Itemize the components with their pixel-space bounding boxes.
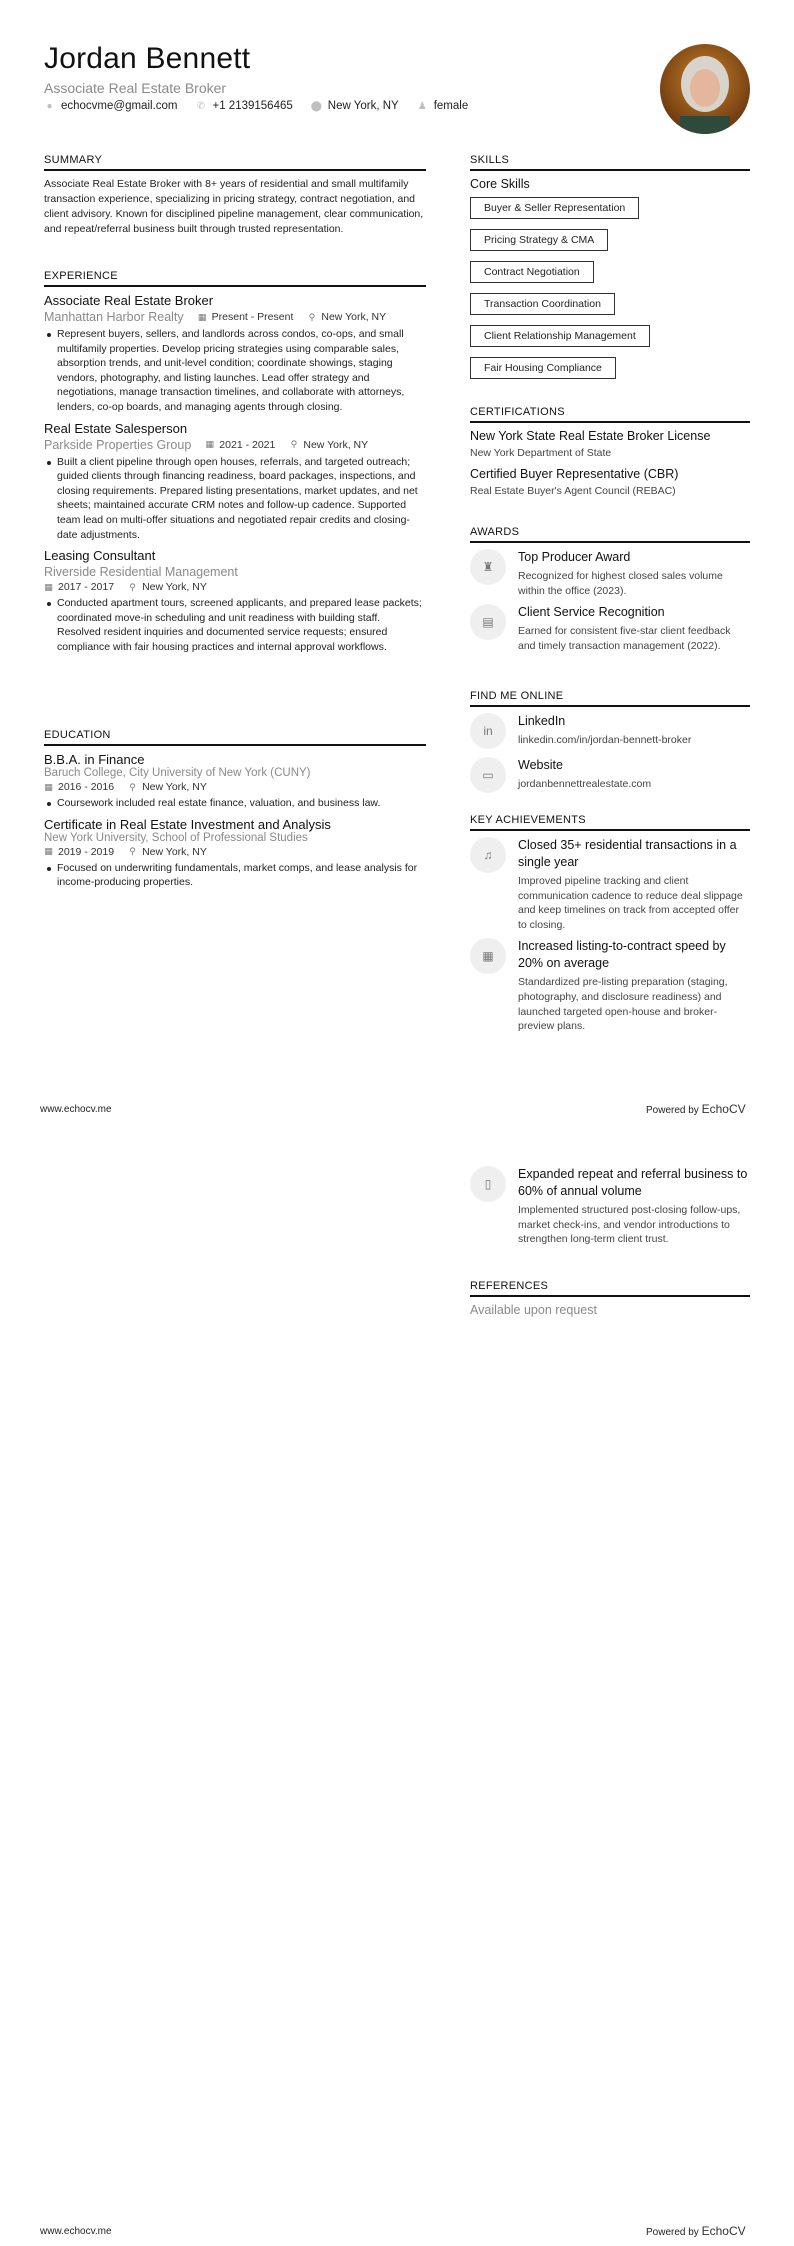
company-name: Manhattan Harbor Realty: [44, 310, 184, 324]
company-name: Riverside Residential Management: [44, 565, 238, 580]
list-item: Built a client pipeline through open houses, referrals, and targeted outreach; guided clients through financing readiness, board packages, inspections, and closing requirements. Prepared listing presentations, market updates, and net sheets; maintained accurate CRM notes and follow-up cadence. Supported team lead on multi-offer situations and negotiated repair credits and closing-date adjustments.: [44, 455, 426, 543]
candidate-name: Jordan Bennett: [44, 42, 251, 75]
job-location: New York, NY: [142, 581, 207, 594]
award-item: ▤ Client Service Recognition Earned for consistent five-star client feedback and timely transaction management (2022).: [470, 604, 750, 653]
footer-site[interactable]: www.echocv.me: [40, 2226, 112, 2237]
section-title: SUMMARY: [44, 154, 426, 171]
experience-section: [44, 270, 426, 655]
job-location: New York, NY: [321, 311, 387, 323]
edu-dates: 2019 - 2019: [58, 845, 115, 858]
footer-powered: Powered by EchoCV: [646, 1102, 746, 1116]
contact-gender: ♟ female: [417, 100, 469, 112]
job-entry: [44, 421, 426, 543]
references-text: Available upon request: [470, 1303, 597, 1317]
job-title: Leasing Consultant: [44, 548, 156, 564]
job-title: Real Estate Salesperson: [44, 420, 188, 436]
location-pin-icon: ⚲: [129, 846, 136, 857]
online-item-linkedin[interactable]: in LinkedIn linkedin.com/in/jordan-bennett-broker: [470, 713, 750, 749]
candidate-role: Associate Real Estate Broker: [44, 80, 227, 96]
job-dates: 2021 - 2021: [219, 438, 276, 451]
online-item-website[interactable]: ▭ Website jordanbennettrealestate.com: [470, 757, 750, 793]
achievement-item: ▯ Expanded repeat and referral business to 60% of annual volume Implemented structured post-closing follow-ups, market check-ins, and vendor introductions to strengthen long-term client trust.: [470, 1166, 750, 1247]
online-section: [470, 690, 750, 793]
list-item: Represent buyers, sellers, and landlords across condos, co-ops, and small multifamily properties. Develop pricing strategies using comparable sales, absorption trends, and unit-level condition; coordinate showings, staging vendors, photography, and listing launches. Lead offer strategy and negotiations, manage transaction timelines, and collaborate with attorneys, lenders, co-op boards, and managing agents through closing.: [44, 327, 426, 415]
summary-text: Associate Real Estate Broker with 8+ years of residential and small multifamily transaction experience, specializing in pricing strategy, contract negotiation, and client advisory. Known for disciplined pipeline management, clear communication, and repeat/referral business built through trusted representation.: [44, 178, 424, 235]
footer-site[interactable]: www.echocv.me: [40, 1104, 112, 1115]
calendar-icon: ▦: [197, 311, 207, 322]
calendar-icon: ▦: [44, 781, 53, 792]
education-entry: [44, 752, 426, 811]
linkedin-icon: in: [470, 713, 506, 749]
phone-icon: ✆: [196, 100, 206, 112]
contact-bar: [44, 100, 468, 112]
cert-name: Certified Buyer Representative (CBR): [470, 467, 679, 481]
section-title: REFERENCES: [470, 1280, 750, 1297]
achievement-item: ▦ Increased listing-to-contract speed by 20% on average Standardized pre-listing preparation (staging, photography, and disclosure readiness) and launched targeted open-house and broker-preview plans.: [470, 938, 750, 1033]
location-pin-icon: ⚲: [308, 311, 316, 322]
cert-org: Real Estate Buyer's Agent Council (REBAC): [470, 485, 676, 497]
cert-org: New York Department of State: [470, 447, 612, 459]
company-name: Parkside Properties Group: [44, 437, 192, 452]
calendar-icon: ▦: [205, 439, 215, 450]
references-section: [470, 1280, 750, 1317]
calendar-icon: ▦: [44, 846, 53, 857]
brand-logo: EchoCV: [701, 2224, 746, 2238]
skill-tag: Fair Housing Compliance: [470, 357, 616, 379]
tablet-icon: ▯: [470, 1166, 506, 1202]
job-title: Associate Real Estate Broker: [44, 293, 214, 308]
section-title: EDUCATION: [44, 729, 426, 746]
skill-tag: Contract Negotiation: [470, 261, 594, 283]
footer-powered: Powered by EchoCV: [646, 2224, 746, 2238]
achievement-item: ♫ Closed 35+ residential transactions in a single year Improved pipeline tracking and client communication cadence to reduce deal slippage and keep timelines on track from accepted offer to closing.: [470, 837, 750, 932]
email-icon: ●: [46, 100, 53, 112]
link-icon: ▭: [470, 757, 506, 793]
school-name: New York University, School of Professional Studies: [44, 831, 308, 844]
awards-section: [470, 526, 750, 653]
list-item: Conducted apartment tours, screened applicants, and prepared lease packets; coordinated move-in scheduling and unit readiness with building staff. Resolved resident inquiries and documented service requests; ensured compliance with fair housing practices and internal approval workflows.: [44, 596, 426, 654]
trophy-icon: ♜: [470, 549, 506, 585]
skills-subtitle: Core Skills: [470, 177, 530, 191]
section-title: EXPERIENCE: [44, 270, 426, 287]
person-icon: ♟: [417, 100, 427, 112]
location-pin-icon: ⚲: [290, 439, 298, 450]
contact-location: ⬤ New York, NY: [310, 100, 399, 112]
contact-phone[interactable]: ✆ +1 2139156465: [196, 100, 293, 112]
document-icon: ▤: [470, 604, 506, 640]
brand-logo: EchoCV: [701, 1102, 746, 1116]
degree-title: Certificate in Real Estate Investment and Analysis: [44, 816, 331, 832]
section-title: FIND ME ONLINE: [470, 690, 750, 707]
skills-section: [470, 154, 750, 389]
bell-icon: ♫: [470, 837, 506, 873]
avatar: [660, 44, 750, 134]
location-pin-icon: ⬤: [310, 100, 322, 112]
job-entry: [44, 293, 426, 415]
list-item: Focused on underwriting fundamentals, market comps, and lease analysis for income-producing properties.: [44, 861, 426, 890]
section-title: AWARDS: [470, 526, 750, 543]
school-name: Baruch College, City University of New York (CUNY): [44, 767, 311, 779]
list-item: Coursework included real estate finance, valuation, and business law.: [44, 796, 426, 811]
cert-name: New York State Real Estate Broker License: [470, 429, 711, 443]
edu-location: New York, NY: [142, 781, 207, 793]
education-entry: [44, 817, 426, 890]
certifications-section: [470, 406, 750, 497]
summary-section: [44, 154, 426, 237]
award-item: ♜ Top Producer Award Recognized for highest closed sales volume within the office (2023).: [470, 549, 750, 598]
education-section: [44, 729, 426, 890]
section-title: SKILLS: [470, 154, 750, 171]
skill-tag: Buyer & Seller Representation: [470, 197, 639, 219]
section-title: KEY ACHIEVEMENTS: [470, 814, 750, 831]
contact-email[interactable]: ● echocvme@gmail.com: [44, 100, 178, 112]
skill-tag: Pricing Strategy & CMA: [470, 229, 608, 251]
calendar-icon: ▦: [470, 938, 506, 974]
job-dates: 2017 - 2017: [58, 581, 115, 594]
achievements-section: [470, 814, 750, 1034]
location-pin-icon: ⚲: [129, 781, 136, 792]
skill-tag: Transaction Coordination: [470, 293, 615, 315]
section-title: CERTIFICATIONS: [470, 406, 750, 423]
location-pin-icon: ⚲: [129, 581, 136, 592]
edu-location: New York, NY: [142, 845, 207, 858]
degree-title: B.B.A. in Finance: [44, 752, 145, 767]
job-location: New York, NY: [303, 438, 369, 451]
edu-dates: 2016 - 2016: [58, 781, 115, 793]
job-dates: Present - Present: [211, 311, 294, 323]
skill-tag: Client Relationship Management: [470, 325, 650, 347]
job-entry: [44, 548, 426, 654]
calendar-icon: ▦: [44, 581, 53, 592]
achievements-continued: [470, 1166, 750, 1247]
